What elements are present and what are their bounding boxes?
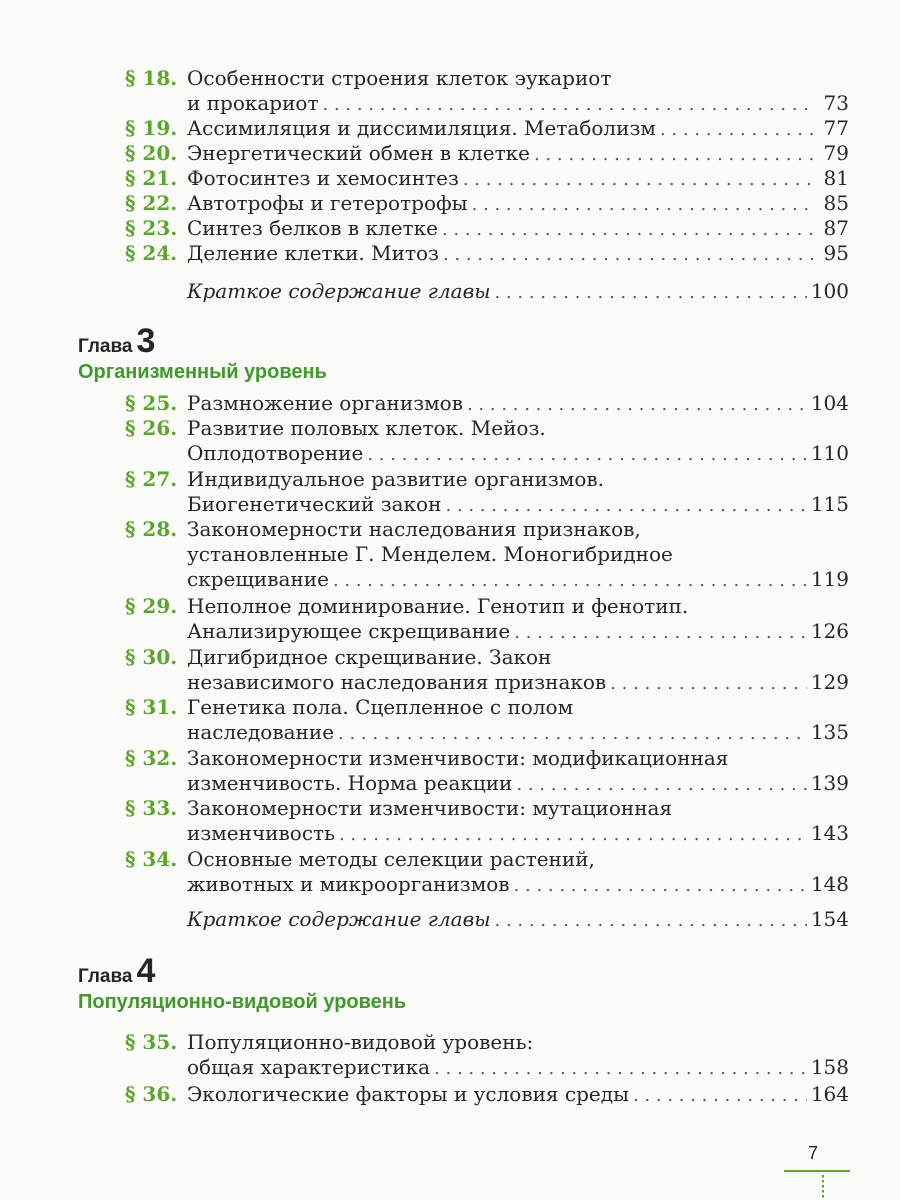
page-reference: 95 — [823, 241, 849, 265]
toc-entry-line — [125, 66, 849, 91]
dot-leader — [463, 167, 815, 192]
page-reference: 85 — [823, 191, 849, 215]
toc-entry-line — [125, 695, 849, 720]
toc-entry — [125, 216, 849, 241]
section-title: Неполное доминирование. Генотип и фенотип. — [187, 594, 689, 618]
page-reference: 158 — [810, 1055, 849, 1079]
chapter-label: Глава — [78, 336, 133, 357]
toc-entry-line — [125, 619, 849, 644]
chapter-summary-entry — [125, 279, 849, 304]
page-reference: 139 — [810, 771, 849, 795]
toc-entry-line — [125, 594, 849, 619]
dot-leader — [367, 442, 806, 467]
toc-entry-line — [125, 567, 849, 592]
page-reference: 77 — [823, 116, 849, 140]
section-title: Оплодотворение — [187, 441, 364, 465]
toc-entry-line — [125, 847, 849, 872]
section-number: § 22. — [125, 191, 178, 215]
section-number: § 35. — [125, 1030, 178, 1054]
section-title: независимого наследования признаков — [187, 670, 607, 694]
page-reference: 79 — [823, 141, 849, 165]
dot-leader — [514, 873, 807, 898]
chapter-summary-entry — [125, 907, 849, 932]
toc-entry-line — [125, 1030, 849, 1055]
section-title: Закономерности изменчивости: модификационная — [187, 746, 729, 770]
toc-entry-line — [125, 720, 849, 745]
page-reference: 100 — [810, 279, 849, 303]
dot-leader — [516, 772, 806, 797]
dot-leader — [660, 117, 815, 142]
section-number: § 27. — [125, 467, 178, 491]
section-title: Синтез белков в клетке — [187, 216, 438, 240]
toc-entry — [125, 695, 849, 745]
dot-leader — [467, 392, 807, 417]
section-number: § 19. — [125, 116, 178, 140]
toc-entry-line — [125, 191, 849, 216]
page-reference: 81 — [823, 166, 849, 190]
toc-entry-line — [125, 517, 849, 542]
dot-leader — [338, 721, 807, 746]
dot-leader — [445, 493, 806, 518]
page-reference: 154 — [810, 907, 849, 931]
toc-entry-line — [125, 141, 849, 166]
section-title: Популяционно-видовой уровень: — [187, 1030, 534, 1054]
toc-entry — [125, 467, 849, 517]
toc-entry — [125, 166, 849, 191]
toc-entry — [125, 141, 849, 166]
toc-entry-line — [125, 645, 849, 670]
chapter-label-row — [78, 322, 327, 361]
toc-entry-line — [125, 216, 849, 241]
section-title: изменчивость. Норма реакции — [187, 771, 513, 795]
page-reference: 129 — [810, 670, 849, 694]
toc-entry — [125, 116, 849, 141]
page-reference: 143 — [810, 821, 849, 845]
page-reference: 73 — [823, 91, 849, 115]
section-title: Фотосинтез и хемосинтез — [187, 166, 459, 190]
section-title: и прокариот — [187, 91, 319, 115]
chapter-title: Организменный уровень — [78, 361, 327, 383]
summary-title: Краткое содержание главы — [187, 279, 491, 303]
section-title: Анализирующее скрещивание — [187, 619, 511, 643]
section-number: § 32. — [125, 746, 178, 770]
section-number: § 18. — [125, 66, 178, 90]
chapter-label-row — [78, 952, 406, 991]
toc-entry-line — [125, 492, 849, 517]
toc-entry-line — [125, 796, 849, 821]
section-title: Ассимиляция и диссимиляция. Метаболизм — [187, 116, 656, 140]
toc-entry — [125, 594, 849, 644]
section-number: § 21. — [125, 166, 178, 190]
toc-entry-line — [125, 467, 849, 492]
toc-entry-line — [125, 116, 849, 141]
toc-entry — [125, 847, 849, 897]
toc-entry — [125, 517, 849, 592]
section-title: общая характеристика — [187, 1055, 431, 1079]
section-title: Дигибридное скрещивание. Закон — [187, 645, 552, 669]
section-title: изменчивость — [187, 821, 335, 845]
page-reference: 119 — [810, 567, 849, 591]
toc-entry-line — [125, 821, 849, 846]
toc-entry-line — [125, 166, 849, 191]
footer-dotted-line — [822, 1175, 824, 1200]
toc-entry — [125, 66, 849, 116]
toc-entry-line — [125, 872, 849, 897]
section-title: установленные Г. Менделем. Моногибридное — [187, 542, 673, 566]
dot-leader — [339, 822, 807, 847]
toc-entry — [125, 796, 849, 846]
section-title: Энергетический обмен в клетке — [187, 141, 530, 165]
page-reference: 87 — [823, 216, 849, 240]
dot-leader — [633, 1083, 807, 1108]
dot-leader — [333, 568, 807, 593]
section-number: § 25. — [125, 391, 178, 415]
section-title: Развитие половых клеток. Мейоз. — [187, 416, 546, 440]
chapter-heading — [78, 952, 406, 1014]
chapter-label: Глава — [78, 966, 133, 987]
toc-entry-line — [125, 542, 849, 567]
section-number: § 34. — [125, 847, 178, 871]
section-number: § 33. — [125, 796, 178, 820]
dot-leader — [442, 217, 815, 242]
toc-entry — [125, 645, 849, 695]
section-number: § 20. — [125, 141, 178, 165]
page-reference: 110 — [810, 441, 849, 465]
section-number: § 36. — [125, 1082, 178, 1106]
section-number: § 31. — [125, 695, 178, 719]
toc-entry-line — [125, 746, 849, 771]
dot-leader — [323, 92, 815, 117]
dot-leader — [495, 908, 807, 933]
toc-entry — [125, 191, 849, 216]
page-reference: 164 — [810, 1082, 849, 1106]
section-title: наследование — [187, 720, 335, 744]
dot-leader — [610, 671, 807, 696]
chapter-title: Популяционно-видовой уровень — [78, 991, 407, 1013]
section-title: Индивидуальное развитие организмов. — [187, 467, 605, 491]
section-title: Особенности строения клеток эукариот — [187, 66, 612, 90]
toc-entry-line — [125, 391, 849, 416]
summary-title: Краткое содержание главы — [187, 907, 491, 931]
section-title: животных и микроорганизмов — [187, 872, 510, 896]
page-reference: 148 — [810, 872, 849, 896]
toc-entry — [125, 391, 849, 416]
dot-leader — [495, 280, 807, 305]
toc-entry — [125, 241, 849, 266]
toc-entry — [125, 746, 849, 796]
section-title: Закономерности изменчивости: мутационная — [187, 796, 673, 820]
section-number: § 28. — [125, 517, 178, 541]
dot-leader — [534, 142, 815, 167]
toc-entry — [125, 1030, 849, 1080]
section-title: Размножение организмов — [187, 391, 463, 415]
footer-rule — [784, 1170, 850, 1172]
section-number: § 30. — [125, 645, 178, 669]
section-title: Генетика пола. Сцепленное с полом — [187, 695, 574, 719]
toc-entry — [125, 416, 849, 466]
section-title: Экологические факторы и условия среды — [187, 1082, 629, 1106]
dot-leader — [434, 1056, 807, 1081]
chapter-number: 3 — [136, 322, 156, 360]
page-reference: 126 — [810, 619, 849, 643]
section-title: Биогенетический закон — [187, 492, 442, 516]
toc-entry — [125, 1082, 849, 1107]
section-number: § 23. — [125, 216, 178, 240]
page-reference: 135 — [810, 720, 849, 744]
toc-entry-line — [125, 91, 849, 116]
toc-entry-line — [125, 907, 849, 932]
section-number: § 24. — [125, 241, 178, 265]
chapter-heading — [78, 322, 327, 384]
dot-leader — [514, 620, 807, 645]
toc-entry-line — [125, 441, 849, 466]
page-reference: 104 — [810, 391, 849, 415]
toc-entry-line — [125, 1082, 849, 1107]
chapter-number: 4 — [136, 952, 156, 990]
toc-entry-line — [125, 1055, 849, 1080]
page-number: 7 — [808, 1143, 819, 1163]
page-reference: 115 — [810, 492, 849, 516]
toc-entry-line — [125, 771, 849, 796]
toc-entry-line — [125, 279, 849, 304]
section-number: § 26. — [125, 416, 178, 440]
section-title: Деление клетки. Митоз — [187, 241, 439, 265]
section-title: Основные методы селекции растений, — [187, 847, 595, 871]
section-title: Закономерности наследования признаков, — [187, 517, 641, 541]
dot-leader — [472, 192, 815, 217]
section-number: § 29. — [125, 594, 178, 618]
toc-entry-line — [125, 670, 849, 695]
section-title: Автотрофы и гетеротрофы — [187, 191, 468, 215]
toc-entry-line — [125, 416, 849, 441]
section-title: скрещивание — [187, 567, 329, 591]
toc-entry-line — [125, 241, 849, 266]
dot-leader — [443, 242, 815, 267]
